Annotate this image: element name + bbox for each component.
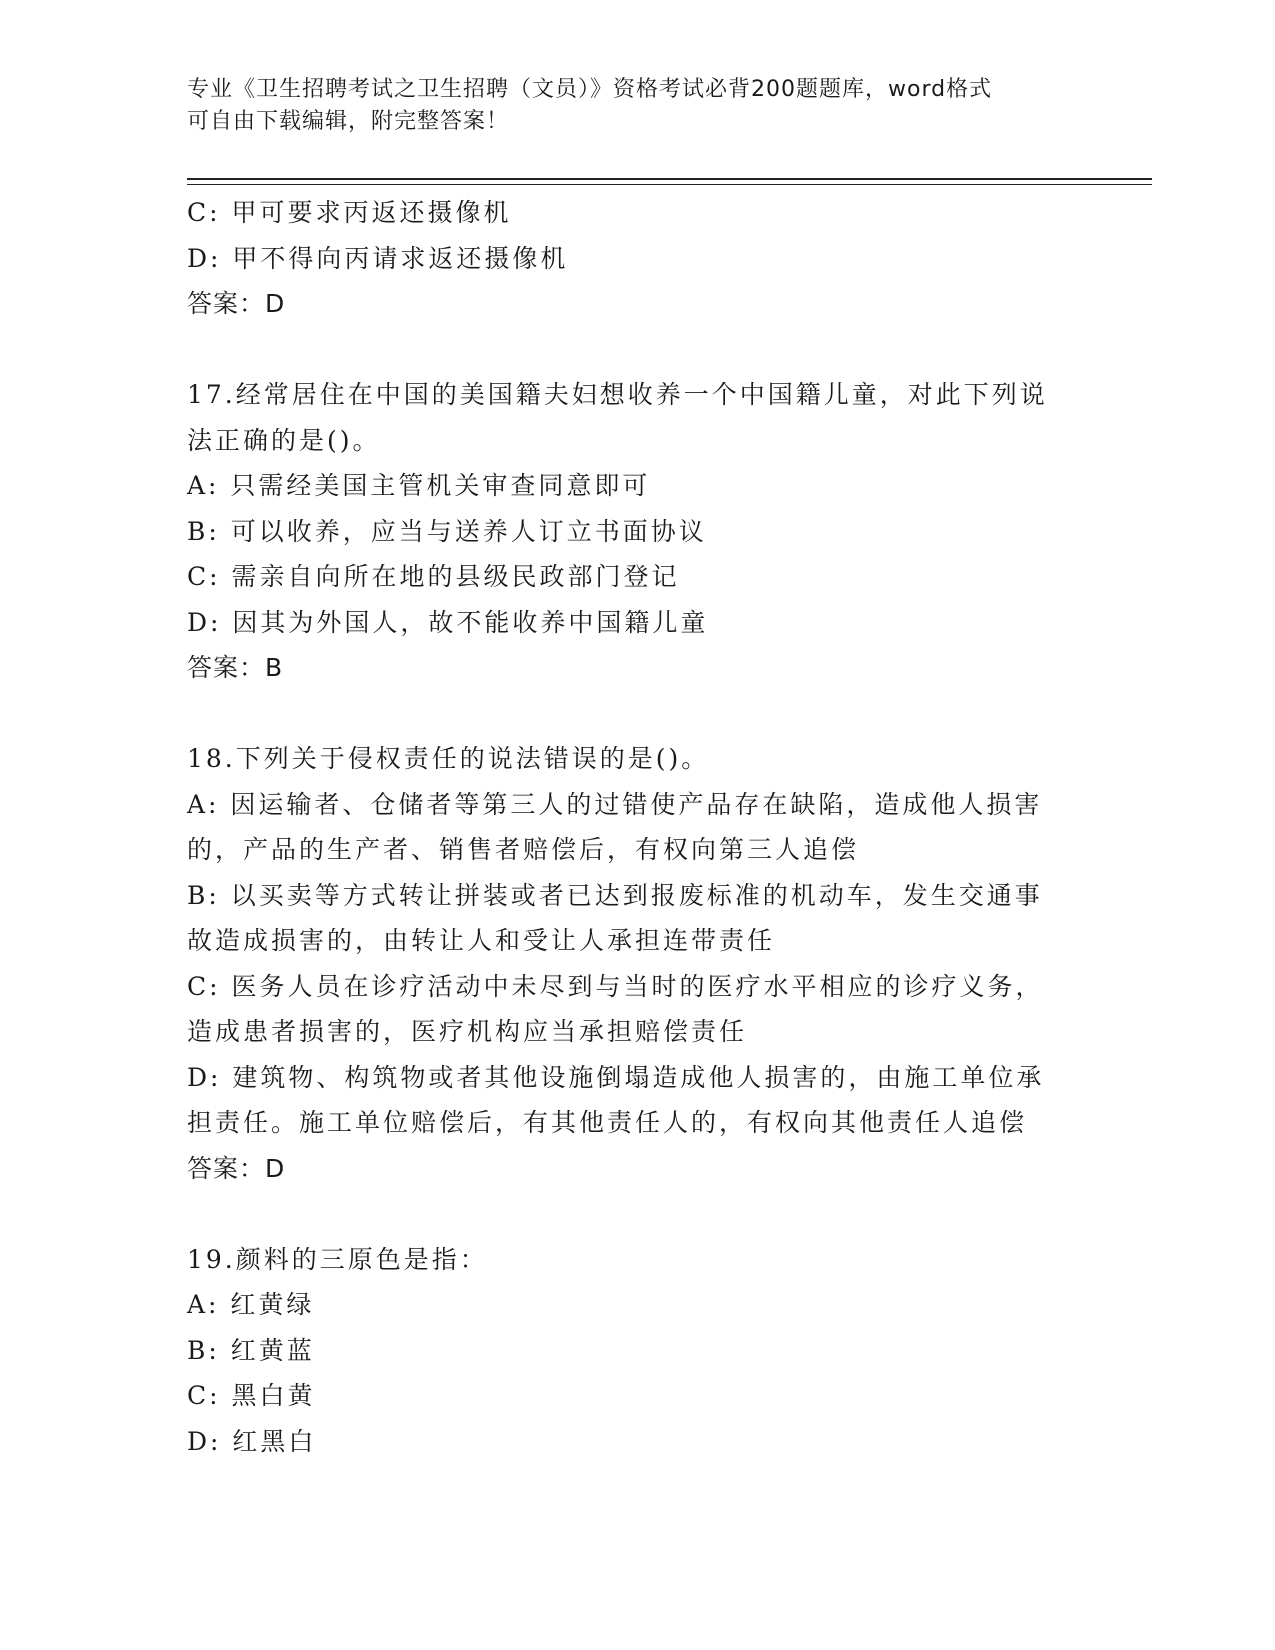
option-a-cont: 的，产品的生产者、销售者赔偿后，有权向第三人追偿: [187, 835, 860, 864]
question-stem: 17.经常居住在中国的美国籍夫妇想收养一个中国籍儿童，对此下列说: [187, 380, 1048, 409]
option-b: B: 红黄蓝: [187, 1335, 315, 1365]
page-header: [187, 74, 1067, 138]
option-d: D: 因其为外国人，故不能收养中国籍儿童: [187, 607, 709, 637]
question-18: [187, 736, 1087, 1191]
option-b-cont: 故造成损害的，由转让人和受让人承担连带责任: [187, 926, 776, 955]
question-stem-cont: 法正确的是()。: [187, 425, 381, 455]
answer-line: 答案：B: [187, 653, 284, 682]
option-c-cont: 造成患者损害的，医疗机构应当承担赔偿责任: [187, 1017, 748, 1046]
option-c: C: 需亲自向所在地的县级民政部门登记: [187, 562, 680, 591]
answer-line: 答案：D: [187, 289, 286, 318]
option-a: A: 红黄绿: [187, 1290, 315, 1319]
question-stem: 18.下列关于侵权责任的说法错误的是()。: [187, 744, 710, 773]
option-d: D: 红黑白: [187, 1426, 317, 1456]
question-19: [187, 1237, 1087, 1465]
option-c: C: 甲可要求丙返还摄像机: [187, 198, 512, 227]
question-stem: 19.颜料的三原色是指：: [187, 1244, 488, 1274]
spacer: [187, 327, 1087, 373]
header-line-1: 专业《卫生招聘考试之卫生招聘（文员）》资格考试必背200题题库，word格式: [187, 77, 993, 102]
option-a: A: 因运输者、仓储者等第三人的过错使产品存在缺陷，造成他人损害: [187, 789, 1043, 819]
question-16-tail: [187, 190, 1087, 327]
question-17: [187, 372, 1087, 691]
header-line-2: 可自由下载编辑，附完整答案！: [187, 109, 510, 134]
option-d: D: 建筑物、构筑物或者其他设施倒塌造成他人损害的，由施工单位承: [187, 1062, 1045, 1092]
option-c: C: 黑白黄: [187, 1381, 316, 1410]
header-rule-thin: [187, 184, 1152, 185]
spacer: [187, 691, 1087, 737]
option-d-cont: 担责任。施工单位赔偿后，有其他责任人的，有权向其他责任人追偿: [187, 1108, 1028, 1137]
header-rule-thick: [187, 178, 1152, 180]
option-b: B: 可以收养，应当与送养人订立书面协议: [187, 516, 707, 546]
answer-line: 答案：D: [187, 1153, 286, 1183]
option-b: B: 以买卖等方式转让拼装或者已达到报废标准的机动车，发生交通事: [187, 880, 1043, 910]
spacer: [187, 1191, 1087, 1237]
question-content: [187, 190, 1087, 1464]
option-d: D: 甲不得向丙请求返还摄像机: [187, 243, 569, 273]
option-c: C: 医务人员在诊疗活动中未尽到与当时的医疗水平相应的诊疗义务，: [187, 971, 1044, 1001]
option-a: A: 只需经美国主管机关审查同意即可: [187, 471, 651, 500]
